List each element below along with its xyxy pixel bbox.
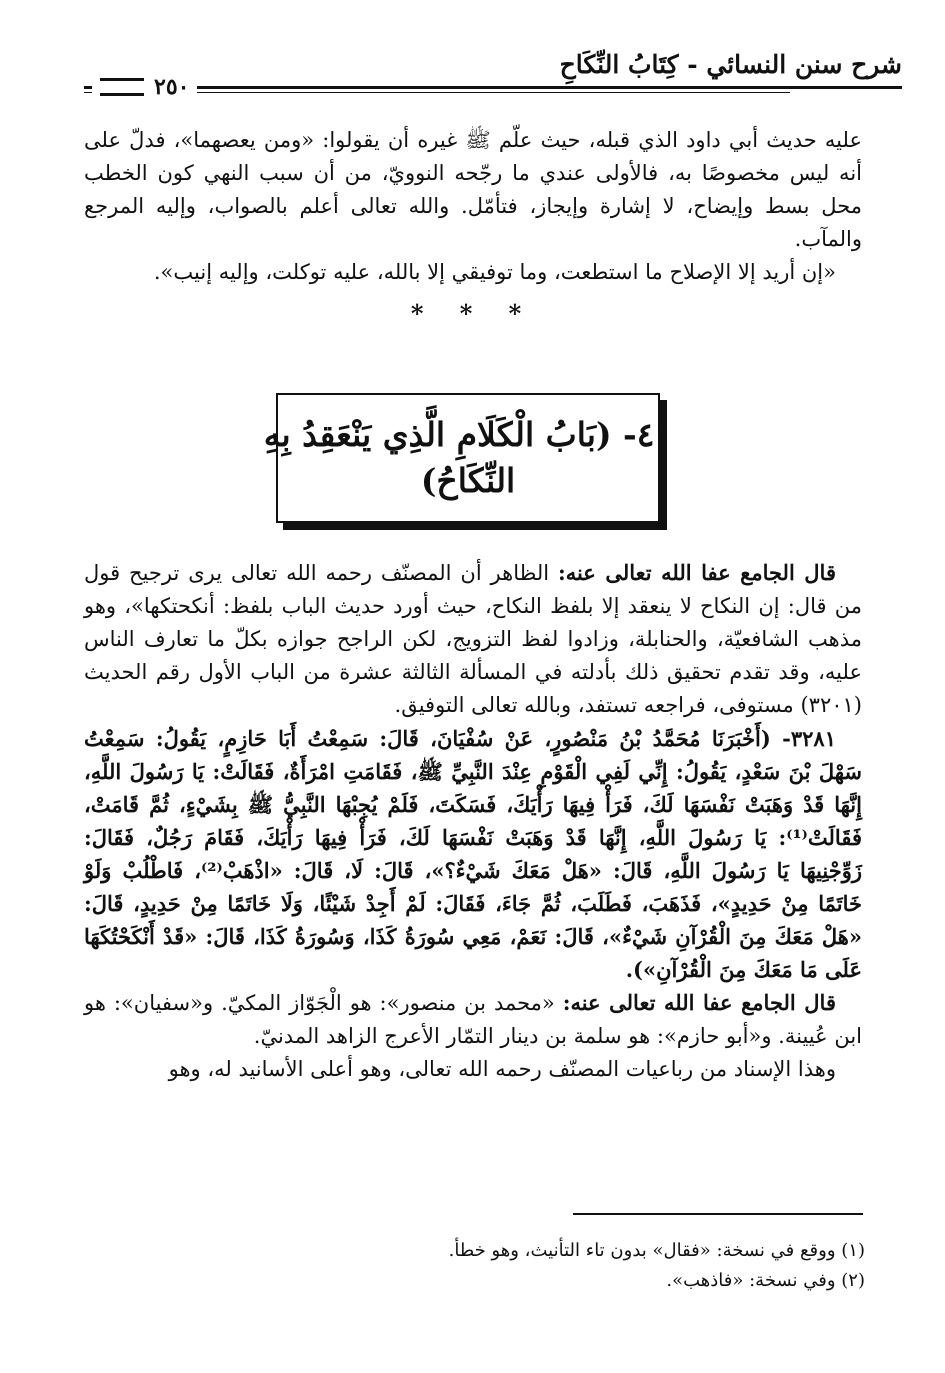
author-label-2: قال الجامع عفا الله تعالى عنه:: [562, 990, 836, 1015]
header-rule: [84, 86, 902, 89]
page-header: [84, 48, 902, 106]
footnote-1: (١) ووقع في نسخة: «فقال» بدون تاء التأنيث، وهو خطأ.: [448, 1240, 865, 1261]
page-number: [92, 72, 197, 102]
commentary-paragraph: [84, 556, 862, 722]
footnote-rule: [573, 1213, 863, 1215]
commentary-paragraph-2: [84, 986, 862, 1053]
footnote-2: (٢) وفي نسخة: «فاذهب».: [666, 1270, 865, 1291]
paragraph-1: عليه حديث أبي داود الذي قبله، حيث علّم ﷺ غيره أن يقولوا: «ومن يعصهما»، فدلّ على أنه ليس مخصوصًا به، فالأولى عندي ما رجّحه النوويّ، من أن سبب النهي كون الخطب محل بسط وإيضاح، لا إشارة وإيجاز، فتأمّل. والله تعالى أعلم بالصواب، وإليه المرجع والمآب.: [84, 128, 862, 251]
page-number-ornament: [100, 78, 144, 96]
quran-quote: «إن أريد إلا الإصلاح ما استطعت، وما توفيقي إلا بالله، عليه توكلت، وإليه إنيب».: [153, 260, 836, 284]
top-text: [84, 124, 862, 344]
chapter-heading-line-2: النِّكَاحُ): [420, 461, 516, 500]
author-label: قال الجامع عفا الله تعالى عنه:: [557, 560, 836, 585]
chapter-heading-box: [263, 393, 673, 523]
chapter-heading-line-1: ٤١- (بَابُ الْكَلَامِ الَّذِي يَنْعَقِدُ بِهِ: [263, 415, 673, 454]
section-separator: * * *: [410, 299, 536, 328]
page-number-value: ٢٥٠: [154, 74, 190, 100]
hadith-text: ٣٢٨١- (أَخْبَرَنَا مُحَمَّدُ بْنُ مَنْصُورٍ، عَنْ سُفْيَانَ، قَالَ: سَمِعْتُ أَبَا حَازِمٍ، يَقُولُ: سَمِعْتُ سَهْلَ بْنَ سَعْدٍ، يَقُولُ: إِنِّي لَفِي الْقَوْمِ عِنْدَ النَّبِيِّ ﷺ، فَقَامَتِ امْرَأَةٌ، فَقَالَتْ: يَا رَسُولَ اللَّهِ، إِنَّهَا قَدْ وَهَبَتْ نَفْسَهَا لَكَ، فَرَأْ فِيهَا رَأْيَكَ، فَسَكَتَ، فَلَمْ يُجِبْهَا النَّبِيُّ ﷺ بِشَيْءٍ، ثُمَّ قَامَتْ، فَقَالَتْ⁽¹⁾: يَا رَسُولَ اللَّهِ، إِنَّهَا قَدْ وَهَبَتْ نَفْسَهَا لَكَ، فَرَأْ فِيهَا رَأْيَكَ، فَقَامَ رَجُلٌ، فَقَالَ: زَوِّجْنِيهَا يَا رَسُولَ اللَّهِ، قَالَ: «هَلْ مَعَكَ شَيْءٌ؟»، قَالَ: لَا، قَالَ: «اذْهَبْ⁽²⁾، فَاطْلُبْ وَلَوْ خَاتَمًا مِنْ حَدِيدٍ»، فَذَهَبَ، فَطَلَبَ، ثُمَّ جَاءَ، فَقَالَ: لَمْ أَجِدْ شَيْئًا، وَلَا خَاتَمًا مِنْ حَدِيدٍ، قَالَ: «هَلْ مَعَكَ مِنَ الْقُرْآنِ شَيْءٌ»، قَالَ: نَعَمْ، مَعِي سُورَةُ كَذَا، وَسُورَةُ كَذَا، قَالَ: «قَدْ أَنْكَحْتُكَهَا عَلَى مَا مَعَكَ مِنَ الْقُرْآنِ»).: [84, 726, 862, 982]
footnotes: [87, 1236, 865, 1296]
commentary-paragraph-3: وهذا الإسناد من رباعيات المصنّف رحمه الله تعالى، وهو أعلى الأسانيد له، وهو: [168, 1057, 836, 1081]
main-text: [84, 556, 862, 1086]
running-title: شرح سنن النسائي - كِتَابُ النِّكَاحِ: [559, 50, 902, 79]
commentary-text: الظاهر أن المصنّف رحمه الله تعالى يرى ترجيح قول من قال: إن النكاح لا ينعقد إلا بلفظ النكاح، حيث أورد حديث الباب بلفظ: أنكحتكها»، وهو مذهب الشافعيّة، والحنابلة، وزادوا لفظ التزويج، لكن الراجح جوازه بكلّ ما تعارف الناس عليه، وقد تقدم تحقيق ذلك بأدلته في المسألة الثالثة عشرة من الباب الأول رقم الحديث (٣٢٠١) مستوفى، فراجعه تستفد، وبالله تعالى التوفيق.: [84, 561, 862, 717]
commentary-text-2: «محمد بن منصور»: هو الْجَوّاز المكيّ. و«سفيان»: هو ابن عُيينة. و«أبو حازم»: هو سلمة بن دينار التمّار الأعرج الزاهد المدنيّ.: [84, 991, 862, 1048]
